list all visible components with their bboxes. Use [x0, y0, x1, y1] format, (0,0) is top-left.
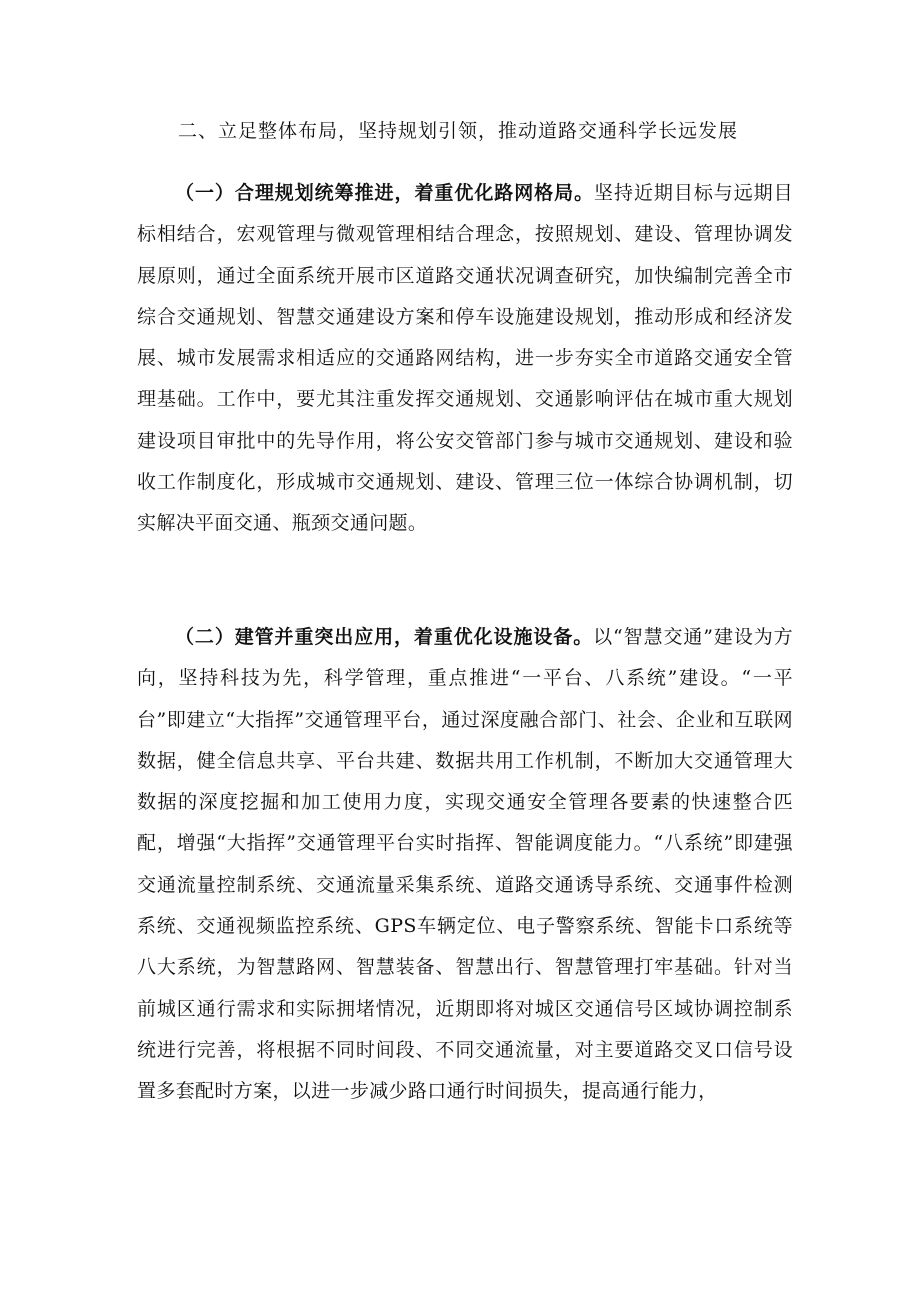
paragraph-lead-title: （一）合理规划统筹推进，着重优化路网格局。 — [175, 182, 595, 204]
paragraph-body-text: 坚持近期目标与远期目标相结合，宏观管理与微观管理相结合理念，按照规划、建设、管理协调发展原则，通过全面系统开展市区道路交通状况调查研究，加快编制完善全市综合交通规划、智慧交通建设方案和停车设施建设规划，推动形成和经济发展、城市发展需求相适应的交通路网结构，进一步夯实全市道路交通安全管理基础。工作中，要尤其注重发挥交通规划、交通影响评估在城市重大规划建设项目审批中的先导作用，将公安交管部门参与城市交通规划、建设和验收工作制度化，形成城市交通规划、建设、管理三位一体综合协调机制，切实解决平面交通、瓶颈交通问题。 — [137, 182, 793, 535]
section-heading: 二、立足整体布局，坚持规划引领，推动道路交通科学长远发展 — [178, 120, 739, 142]
paragraph-body-text: 以“智慧交通”建设为方向，坚持科技为先，科学管理，重点推进“一平台、八系统”建设。“一平台”即建立“大指挥”交通管理平台，通过深度融合部门、社会、企业和互联网数据，健全信息共享、平台共建、数据共用工作机制，不断加大交通管理大数据的深度挖掘和加工使用力度，实现交通安全管理各要素的快速整合匹配，增强“大指挥”交通管理平台实时指挥、智能调度能力。“八系统”即建强交通流量控制系统、交通流量采集系统、道路交通诱导系统、交通事件检测系统、交通视频监控系统、GPS车辆定位、电子警察系统、智能卡口系统等八大系统，为智慧路网、智慧装备、智慧出行、智慧管理打牢基础。针对当前城区通行需求和实际拥堵情况，近期即将对城区交通信号区域协调控制系统进行完善，将根据不同时间段、不同交通流量，对主要道路交叉口信号设置多套配时方案，以进一步减少路口通行时间损失，提高通行能力， — [137, 626, 794, 1103]
paragraph-planning — [137, 173, 793, 545]
paragraph-lead-title: （二）建管并重突出应用，着重优化设施设备。 — [175, 626, 594, 648]
paragraph-facilities — [137, 617, 793, 1113]
